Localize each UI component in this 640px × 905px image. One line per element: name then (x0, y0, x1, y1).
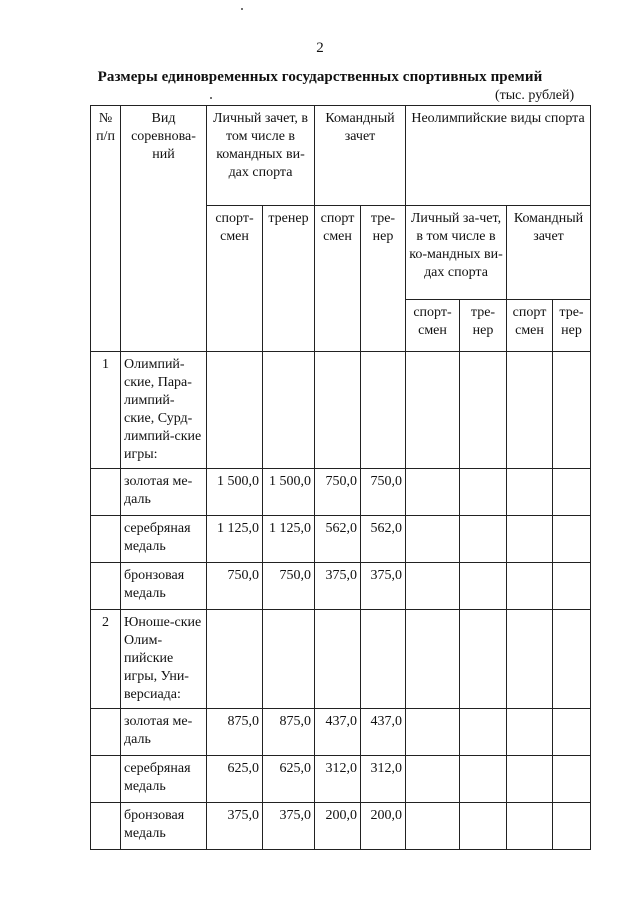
value-cell: 200,0 (361, 803, 406, 850)
empty-cell (553, 610, 591, 709)
table-row (91, 469, 591, 516)
header-no-personal-athlete: спорт-смен (406, 300, 460, 352)
value-cell (315, 352, 361, 469)
empty-cell (507, 469, 553, 516)
header-team-coach: тре-нер (361, 206, 406, 352)
row-kind: серебряная медаль (121, 756, 207, 803)
value-cell: 375,0 (315, 563, 361, 610)
empty-cell (553, 352, 591, 469)
empty-cell (460, 709, 507, 756)
row-number (91, 756, 121, 803)
row-number: 1 (91, 352, 121, 469)
empty-cell (460, 563, 507, 610)
row-kind: Олимпий-ские, Пара-лимпий-ские, Сурд-лимпий-ские игры: (121, 352, 207, 469)
value-cell (361, 352, 406, 469)
empty-cell (406, 709, 460, 756)
empty-cell (406, 563, 460, 610)
value-cell: 562,0 (361, 516, 406, 563)
value-cell: 750,0 (263, 563, 315, 610)
row-kind: золотая ме-даль (121, 469, 207, 516)
value-cell: 1 500,0 (263, 469, 315, 516)
header-num: № п/п (91, 106, 121, 352)
empty-cell (406, 469, 460, 516)
empty-cell (406, 352, 460, 469)
empty-cell (507, 709, 553, 756)
header-personal-athlete: спорт-смен (207, 206, 263, 352)
empty-cell (553, 756, 591, 803)
header-team-athlete: спорт смен (315, 206, 361, 352)
value-cell: 312,0 (315, 756, 361, 803)
value-cell: 625,0 (263, 756, 315, 803)
value-cell: 437,0 (315, 709, 361, 756)
value-cell (263, 352, 315, 469)
value-cell: 875,0 (263, 709, 315, 756)
value-cell: 750,0 (315, 469, 361, 516)
header-kind: Вид соревнова-ний (121, 106, 207, 352)
empty-cell (553, 516, 591, 563)
value-cell: 875,0 (207, 709, 263, 756)
table-row (91, 709, 591, 756)
empty-cell (406, 610, 460, 709)
table-row (91, 803, 591, 850)
row-number (91, 803, 121, 850)
empty-cell (460, 610, 507, 709)
value-cell: 312,0 (361, 756, 406, 803)
value-cell: 750,0 (207, 563, 263, 610)
value-cell (207, 352, 263, 469)
table-row (91, 352, 591, 469)
empty-cell (460, 803, 507, 850)
empty-cell (507, 756, 553, 803)
row-number (91, 516, 121, 563)
page-number: 2 (316, 40, 324, 56)
empty-cell (553, 563, 591, 610)
value-cell (315, 610, 361, 709)
empty-cell (460, 756, 507, 803)
value-cell: 1 125,0 (207, 516, 263, 563)
table-row (91, 516, 591, 563)
empty-cell (406, 756, 460, 803)
row-kind: бронзовая медаль (121, 803, 207, 850)
header-no-personal-coach: тре-нер (460, 300, 507, 352)
value-cell: 375,0 (263, 803, 315, 850)
row-number (91, 469, 121, 516)
scan-dot (210, 97, 212, 99)
empty-cell (507, 352, 553, 469)
header-personal-coach: тренер (263, 206, 315, 352)
scan-dot (241, 8, 243, 10)
value-cell (207, 610, 263, 709)
empty-cell (553, 469, 591, 516)
table-row (91, 563, 591, 610)
row-number (91, 709, 121, 756)
table-row (91, 610, 591, 709)
empty-cell (507, 803, 553, 850)
header-nonolympic-team: Командный зачет (507, 206, 591, 300)
value-cell: 200,0 (315, 803, 361, 850)
empty-cell (460, 469, 507, 516)
header-team: Командный зачет (315, 106, 406, 206)
empty-cell (507, 610, 553, 709)
premiums-table (90, 105, 591, 850)
value-cell: 375,0 (207, 803, 263, 850)
value-cell: 1 500,0 (207, 469, 263, 516)
header-nonolympic-personal: Личный за-чет, в том числе в ко-мандных ви-дах спорта (406, 206, 507, 300)
value-cell: 437,0 (361, 709, 406, 756)
row-kind: серебряная медаль (121, 516, 207, 563)
row-kind: золотая ме-даль (121, 709, 207, 756)
document-title: Размеры единовременных государственных спортивных премий (97, 69, 543, 85)
header-row-1 (91, 106, 591, 206)
empty-cell (553, 803, 591, 850)
table-row (91, 756, 591, 803)
header-no-team-coach: тре-нер (553, 300, 591, 352)
empty-cell (460, 516, 507, 563)
empty-cell (507, 563, 553, 610)
header-no-team-athlete: спорт смен (507, 300, 553, 352)
value-cell: 625,0 (207, 756, 263, 803)
header-personal: Личный зачет, в том числе в командных ви-дах спорта (207, 106, 315, 206)
row-kind: бронзовая медаль (121, 563, 207, 610)
value-cell (263, 610, 315, 709)
value-cell: 750,0 (361, 469, 406, 516)
empty-cell (406, 516, 460, 563)
value-cell (361, 610, 406, 709)
empty-cell (507, 516, 553, 563)
value-cell: 562,0 (315, 516, 361, 563)
value-cell: 375,0 (361, 563, 406, 610)
empty-cell (553, 709, 591, 756)
header-nonolympic: Неолимпийские виды спорта (406, 106, 591, 206)
units-label: (тыс. рублей) (495, 88, 575, 103)
empty-cell (406, 803, 460, 850)
empty-cell (460, 352, 507, 469)
row-number (91, 563, 121, 610)
row-kind: Юноше-ские Олим-пийские игры, Уни-версиада: (121, 610, 207, 709)
row-number: 2 (91, 610, 121, 709)
value-cell: 1 125,0 (263, 516, 315, 563)
